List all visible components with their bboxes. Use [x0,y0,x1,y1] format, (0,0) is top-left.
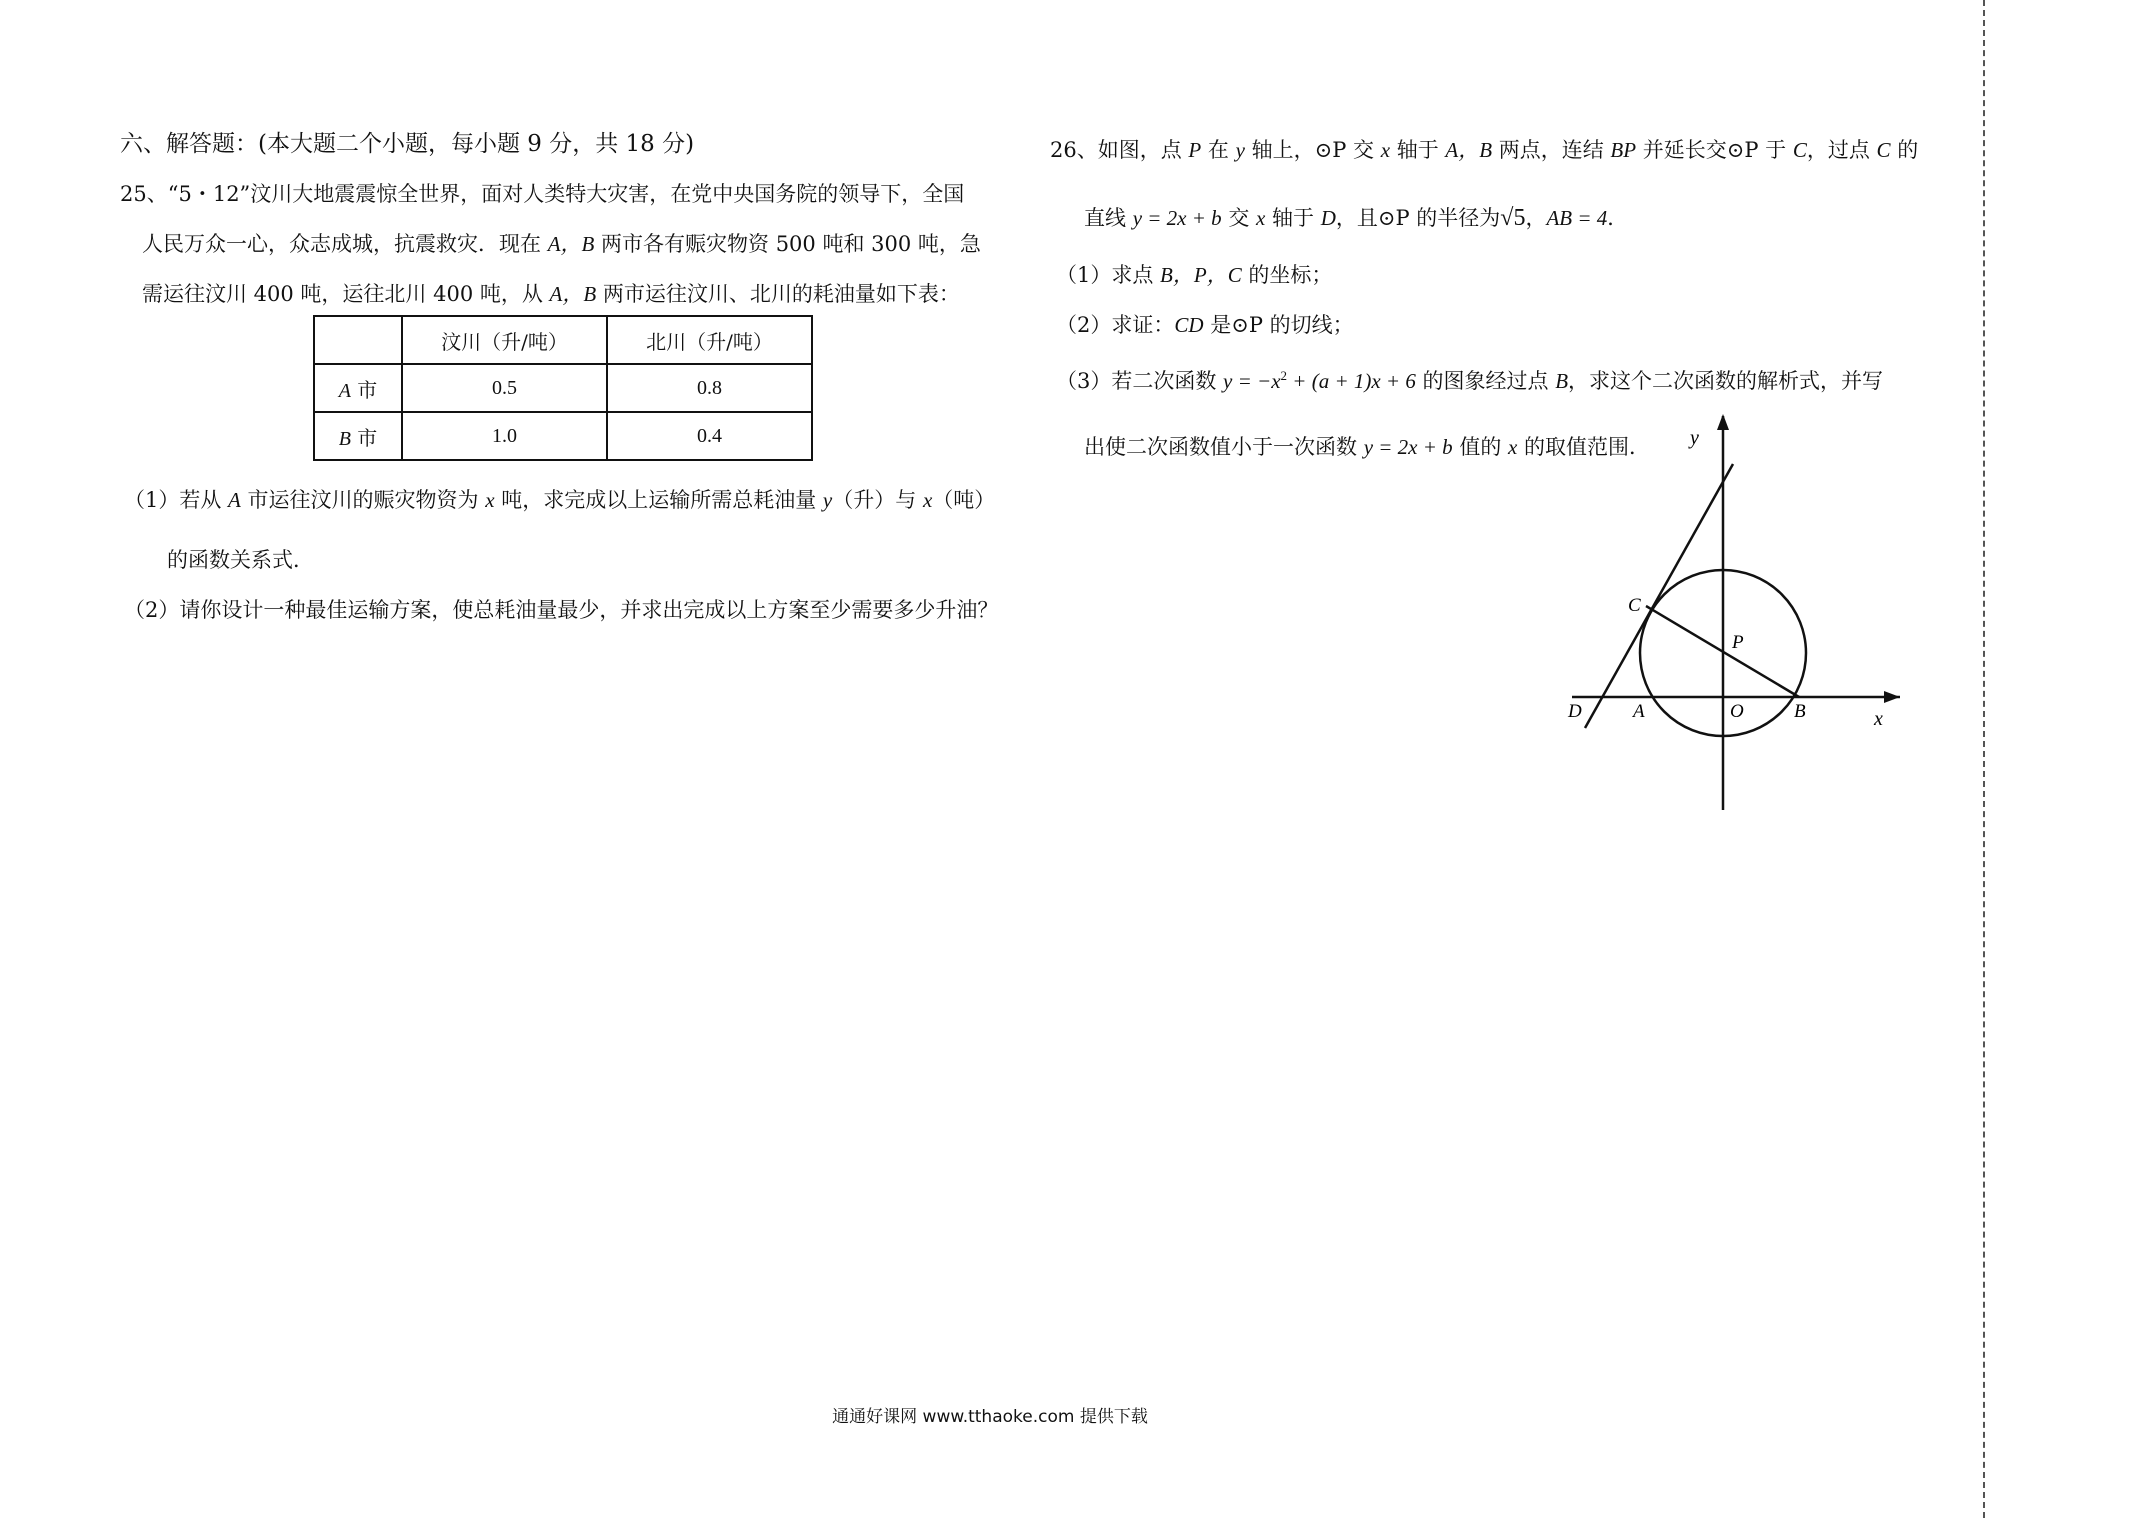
table-row [314,364,812,412]
q26-text: ． [1607,206,1629,230]
point-a-label: A [1633,701,1645,722]
city-var: A [338,379,351,402]
q25-part1-line2: 的函数关系式． [167,548,314,572]
page-cut-line [1983,0,1985,1518]
q25-line1 [120,180,964,208]
q25-part1-text-d: （升）与 [832,488,923,512]
q25-line2-var: A，B [547,232,595,256]
q26-text: 轴于 [1265,206,1321,230]
y-axis-label: y [1690,427,1699,449]
q26-quadratic-expr: y = −x [1223,369,1281,393]
q26-var: BP [1610,138,1637,162]
table-cell: 0.5 [402,364,607,412]
q25-line2-text-b: 两市各有赈灾物资 500 吨和 300 吨，急 [594,232,981,256]
x-axis-arrow-icon [1884,691,1900,703]
q25-part2: （2）请你设计一种最佳运输方案，使总耗油量最少，并求出完成以上方案至少需要多少升油？ [124,598,999,622]
point-d-label: D [1568,701,1582,722]
table-row [314,412,812,460]
section-heading: 六、解答题：(本大题二个小题，每小题 9 分，共 18 分) [120,131,695,157]
q26-text: 在 [1201,138,1236,162]
q26-ab-length: AB = 4 [1546,206,1608,230]
y-axis-arrow-icon [1717,414,1729,430]
q25-part1-line1 [124,486,995,514]
q26-var: C [1876,138,1891,162]
q25-line2-text-a: 人民万众一心，众志成城，抗震救灾．现在 [142,232,548,256]
q25-line2 [142,230,981,258]
city-var: B [338,427,351,450]
q26-line2 [1084,204,1628,232]
table-header-cell: 汶川（升/吨） [402,316,607,364]
q26-text: （2）求证： [1056,313,1175,337]
q26-text: 交 [1221,206,1257,230]
q26-part3-line1 [1056,367,1883,395]
q26-var: x [1508,435,1518,459]
q26-var: P [1188,138,1202,162]
q26-text: 出使二次函数值小于一次函数 [1084,435,1364,459]
q25-number: 25、 [120,182,168,206]
table-row-label [314,364,402,412]
table-row-label [314,412,402,460]
q26-text: 轴于 [1390,138,1446,162]
q26-var: x [1380,138,1391,162]
city-suffix: 市 [350,377,378,402]
q25-part1-text-e: （吨） [932,488,996,512]
q25-part1-var: x [485,488,495,512]
q25-line1-text: “5・12”汶川大地震震惊全世界，面对人类特大灾害，在党中央国务院的领导下，全国 [167,182,965,206]
q26-part2 [1056,311,1354,339]
q26-text: （1）求点 [1056,263,1161,287]
city-suffix: 市 [350,425,378,450]
q26-text: 是⊙P 的切线； [1203,313,1354,337]
tangent-line-cd [1585,464,1733,728]
fuel-consumption-table [313,315,813,461]
q25-part1-text-c: 吨，求完成以上运输所需总耗油量 [494,488,823,512]
q26-radius: √5 [1500,205,1526,231]
q26-var: y [1235,138,1245,162]
q26-text: 值的 [1452,435,1509,459]
q25-part1-var: A [228,488,241,512]
table-header-cell: 北川（升/吨） [607,316,812,364]
table-cell: 0.8 [607,364,812,412]
q26-line1 [1050,136,1918,164]
q26-var: D [1320,206,1336,230]
q25-part1-text-a: （1）若从 [124,488,229,512]
table-cell: 1.0 [402,412,607,460]
point-c-label: C [1628,595,1641,616]
q26-text: ，求这个二次函数的解析式，并写 [1568,369,1884,393]
q25-line3-text-b: 两市运往汶川、北川的耗油量如下表： [596,282,960,306]
q26-var: A，B [1445,138,1493,162]
point-b-label: B [1794,701,1806,722]
q25-part1-text-b: 市运往汶川的赈灾物资为 [240,488,486,512]
point-o-label: O [1730,701,1744,722]
q26-linear-expr: y = 2x + b [1363,435,1453,459]
table-cell: 0.4 [607,412,812,460]
q26-var: CD [1174,313,1204,337]
q26-quadratic-expr: + (a + 1)x + 6 [1287,369,1416,393]
q25-line3 [142,280,960,308]
q26-text: 如图，点 [1097,138,1189,162]
q26-text: 两点，连结 [1492,138,1611,162]
table-header-cell [314,316,402,364]
q26-var: B，P，C [1160,263,1242,287]
q26-var: x [1256,206,1266,230]
q26-text: 的 [1890,138,1919,162]
q26-var: B [1555,369,1569,393]
q26-text: 轴上，⊙P 交 [1244,138,1381,162]
q26-text: （3）若二次函数 [1056,369,1224,393]
q25-line3-var: A，B [549,282,597,306]
q26-text: 直线 [1084,206,1133,230]
x-axis-label: x [1874,708,1883,730]
q26-number: 26、 [1050,138,1098,162]
q26-linear-expr: y = 2x + b [1132,206,1222,230]
q26-text: ，且⊙P 的半径为 [1335,206,1501,230]
q26-var: C [1792,138,1807,162]
q26-text: 的取值范围． [1517,435,1651,459]
q26-text: 并延长交⊙P 于 [1636,138,1793,162]
footer-source: 通通好课网 www.tthaoke.com 提供下载 [832,1407,1148,1427]
geometry-figure [1540,400,1940,820]
point-p-label: P [1732,632,1744,653]
table-header-row [314,316,812,364]
q26-text: 的图象经过点 [1415,369,1556,393]
q26-exponent: 2 [1280,368,1288,383]
q25-part1-var: y [822,488,833,512]
q25-line3-text-a: 需运往汶川 400 吨，运往北川 400 吨，从 [142,282,550,306]
q26-text: ，过点 [1806,138,1877,162]
q26-text: ， [1525,206,1547,230]
q26-part1 [1056,261,1332,289]
q26-text: 的坐标； [1241,263,1333,287]
q25-part1-var: x [922,488,933,512]
